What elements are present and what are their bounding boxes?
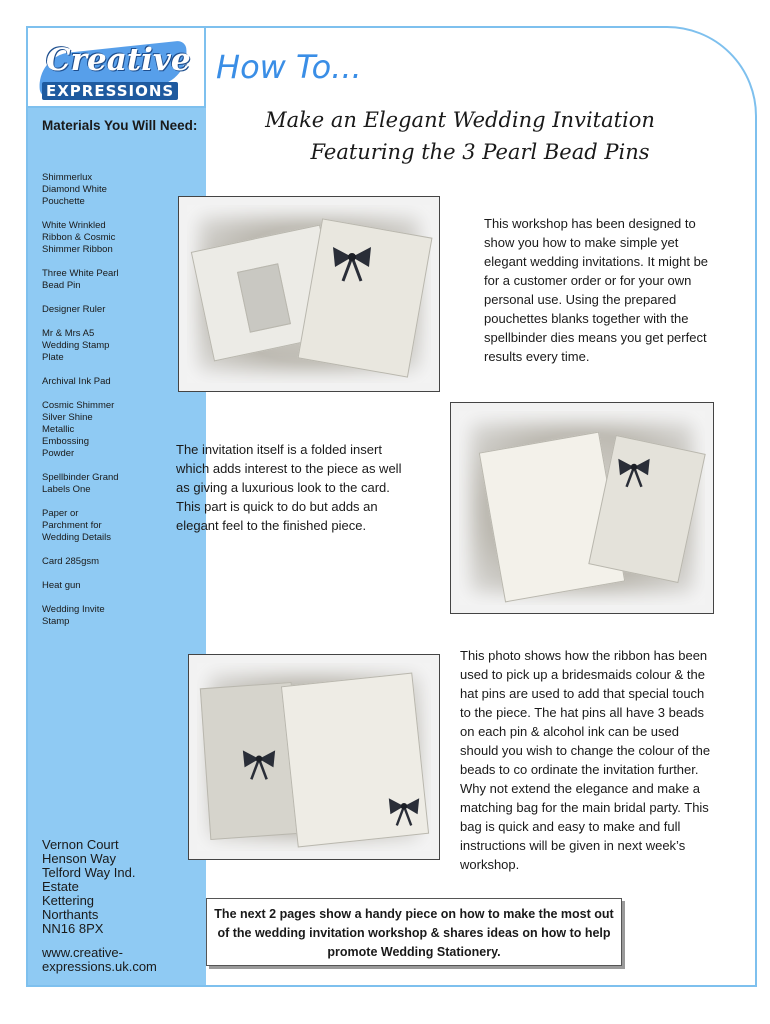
photo-invitation-closed xyxy=(178,196,440,392)
ribbon-bow-icon xyxy=(329,243,375,283)
logo-word-creative: Creative xyxy=(46,42,191,78)
next-pages-callout: The next 2 pages show a handy piece on how to make the most out of the wedding invitation workshop & shares ideas on how to help promote Wedding Stationery. xyxy=(206,898,622,966)
logo-word-expressions: EXPRESSIONS xyxy=(42,82,178,100)
material-item: Designer Ruler xyxy=(42,304,106,315)
contact-block xyxy=(42,838,202,974)
logo xyxy=(28,28,206,108)
material-item: Card 285gsm xyxy=(42,556,100,567)
intro-paragraph: This workshop has been designed to show you how to make simple yet elegant wedding invitations. It might be for a customer order or for your own personal use. Using the prepared pouchettes blanks together with the spellbinder dies means you get perfect results every time. xyxy=(484,216,709,364)
photo-ribbon-detail xyxy=(188,654,440,860)
material-item: Heat gun xyxy=(42,580,81,591)
material-item: Mr & Mrs A5 Wedding Stamp Plate xyxy=(42,328,110,363)
material-item: Paper or Parchment for Wedding Details xyxy=(42,508,112,543)
address-line: Henson Way xyxy=(42,851,116,866)
address-line: Kettering xyxy=(42,893,95,908)
material-item: Three White Pearl Bead Pin xyxy=(42,268,119,291)
website-link[interactable]: www.creative-expressions.uk.com xyxy=(42,945,157,974)
materials-list xyxy=(42,172,122,640)
material-item: Spellbinder Grand Labels One xyxy=(42,472,119,495)
ribbon-paragraph: This photo shows how the ribbon has been used to pick up a bridesmaids colour & the hat pins are used to add that special touch to the piece. The hat pins all have 3 beads on each pin & alcohol ink can be used should you wish to change the colour of the beads to co ordinate the invitation further. Why not extend the elegance and make a matching bag for the main bridal party. This bag is quick and easy to make and full instructions will be given in next week’s workshop. xyxy=(460,648,711,872)
material-item: Cosmic Shimmer Silver Shine Metallic Embossing Powder xyxy=(42,400,115,459)
address-line: Estate xyxy=(42,879,79,894)
materials-heading: Materials You Will Need: xyxy=(42,118,198,133)
address-line: NN16 8PX xyxy=(42,921,104,936)
material-item: White Wrinkled Ribbon & Cosmic Shimmer Ribbon xyxy=(42,220,116,255)
material-item: Archival Ink Pad xyxy=(42,376,111,387)
how-to-heading: How To... xyxy=(216,48,362,86)
ribbon-bow-icon xyxy=(385,795,423,827)
insert-paragraph: The invitation itself is a folded insert which adds interest to the piece as well as giving a luxurious look to the card. This part is quick to do but adds an elegant feel to the finished piece. xyxy=(176,442,402,533)
ribbon-bow-icon xyxy=(615,455,653,489)
material-item: Wedding Invite Stamp xyxy=(42,604,105,627)
address-line: Telford Way Ind. xyxy=(42,865,136,880)
title-line-2: Featuring the 3 Pearl Bead Pins xyxy=(310,140,650,164)
page-title xyxy=(230,104,690,168)
material-item: Shimmerlux Diamond White Pouchette xyxy=(42,172,107,207)
ribbon-bow-icon xyxy=(239,747,279,781)
address-line: Vernon Court xyxy=(42,837,119,852)
photo-invitation-insert xyxy=(450,402,714,614)
title-line-1: Make an Elegant Wedding Invitation xyxy=(265,108,655,132)
address-line: Northants xyxy=(42,907,99,922)
